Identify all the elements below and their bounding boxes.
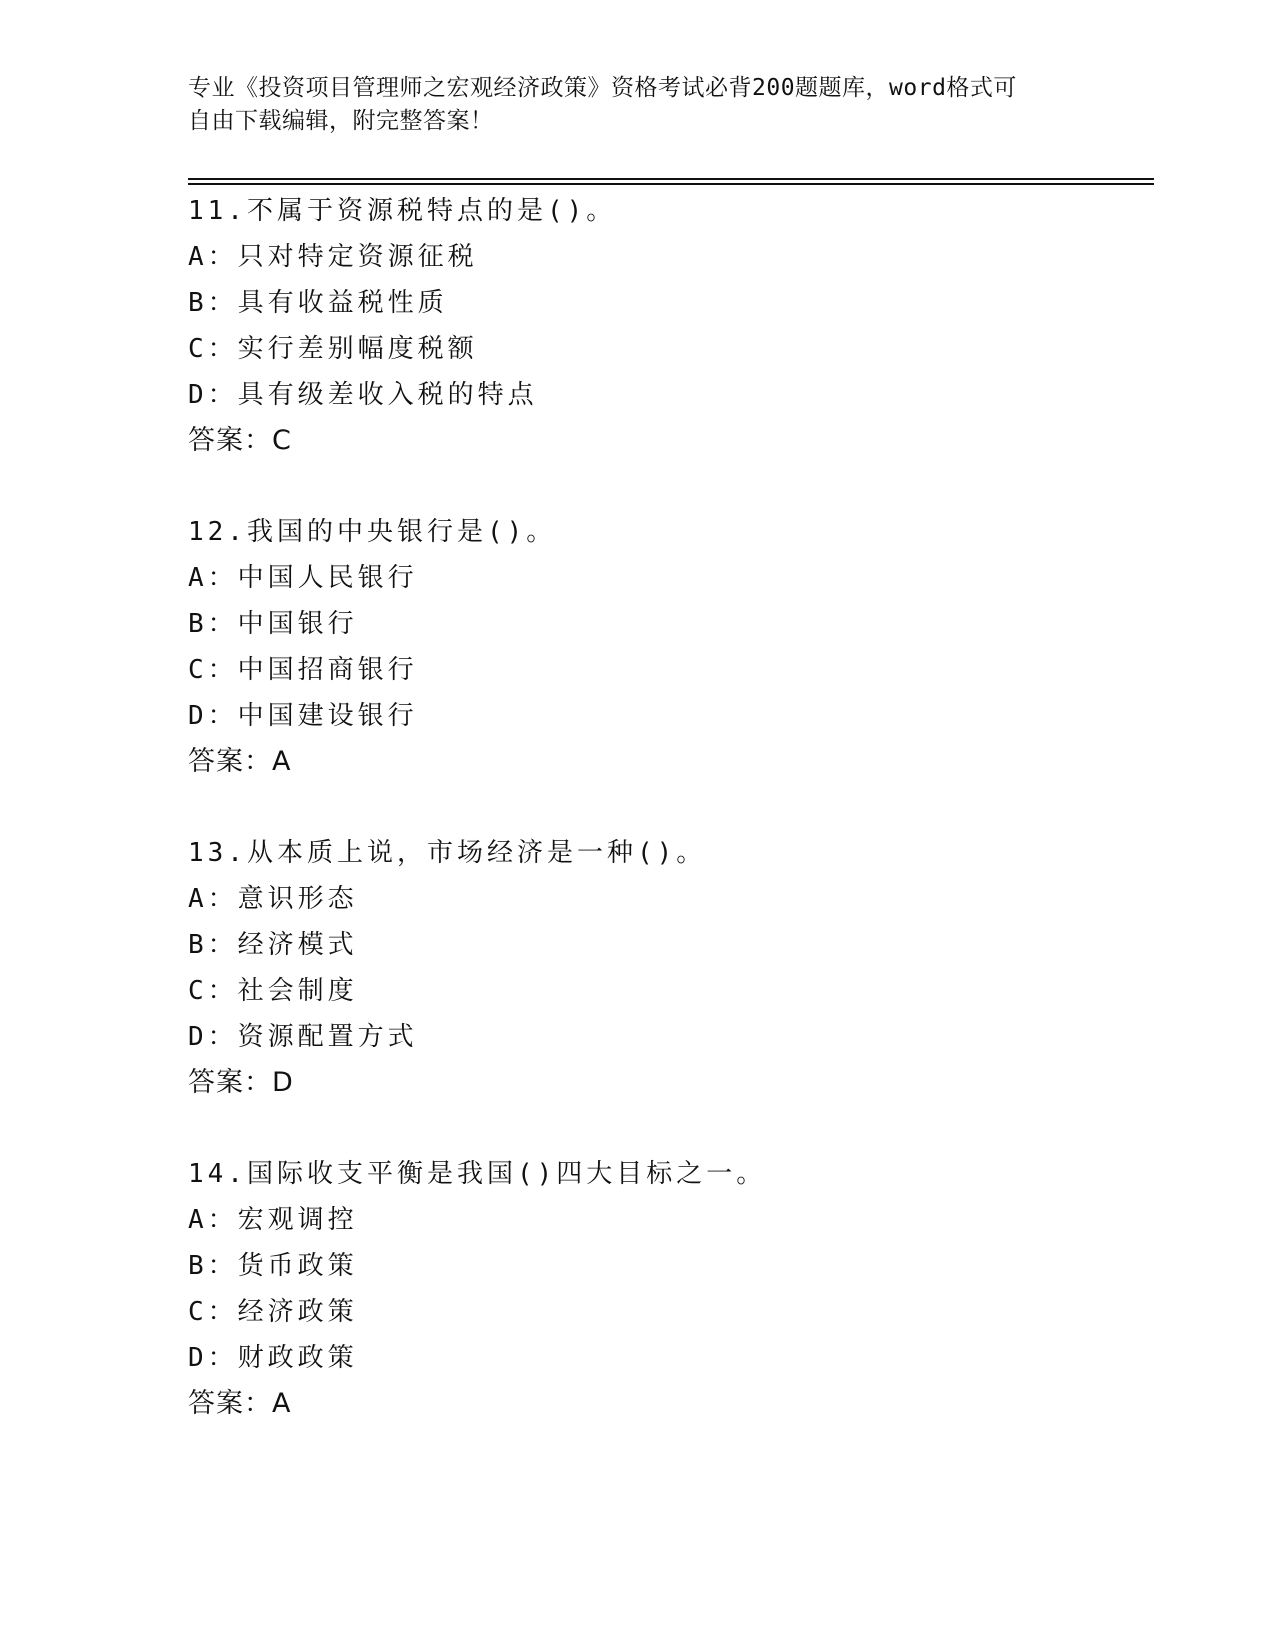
question-block: [188, 188, 1148, 464]
option-b: B：中国银行: [188, 609, 358, 639]
header-line-2: 自由下载编辑，附完整答案！: [188, 108, 494, 134]
question-block: [188, 509, 1148, 785]
answer: 答案：A: [188, 1388, 292, 1419]
question-title: 14.国际收支平衡是我国()四大目标之一。: [188, 1159, 767, 1189]
answer: 答案：C: [188, 425, 292, 456]
option-a: A：中国人民银行: [188, 563, 418, 593]
question-title: 13.从本质上说，市场经济是一种()。: [188, 838, 707, 868]
answer: 答案：A: [188, 746, 292, 777]
question-block: [188, 830, 1148, 1106]
option-b: B：经济模式: [188, 930, 358, 960]
question-block: [188, 1151, 1148, 1427]
option-c: C：实行差别幅度税额: [188, 334, 478, 364]
header-divider-top: [188, 178, 1154, 180]
document-header: [188, 72, 1068, 138]
option-a: A：只对特定资源征税: [188, 242, 478, 272]
option-b: B：具有收益税性质: [188, 288, 448, 318]
option-d: D：具有级差收入税的特点: [188, 380, 538, 410]
option-c: C：社会制度: [188, 976, 358, 1006]
answer: 答案：D: [188, 1067, 294, 1098]
option-b: B：货币政策: [188, 1251, 358, 1281]
option-a: A：宏观调控: [188, 1205, 358, 1235]
header-line-1: 专业《投资项目管理师之宏观经济政策》资格考试必背200题题库，word格式可: [188, 75, 1017, 101]
option-d: D：财政政策: [188, 1343, 358, 1373]
option-c: C：经济政策: [188, 1297, 358, 1327]
question-title: 11.不属于资源税特点的是()。: [188, 196, 617, 226]
option-d: D：中国建设银行: [188, 701, 418, 731]
option-d: D：资源配置方式: [188, 1022, 418, 1052]
option-a: A：意识形态: [188, 884, 358, 914]
option-c: C：中国招商银行: [188, 655, 418, 685]
header-divider-bottom: [188, 183, 1154, 185]
question-title: 12.我国的中央银行是()。: [188, 517, 557, 547]
